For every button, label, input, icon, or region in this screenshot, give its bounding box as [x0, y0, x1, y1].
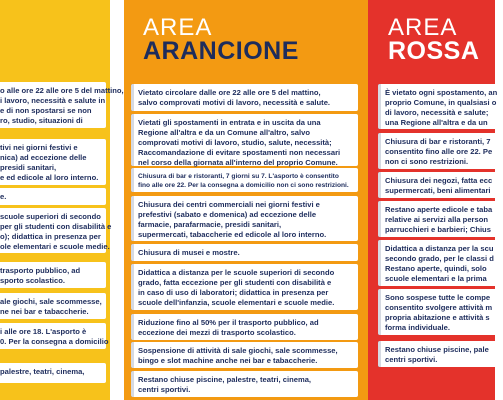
card-line: bingo e slot machine anche nei bar e tabaccherie.: [138, 356, 318, 365]
card-line: o); didattica in presenza per: [0, 232, 101, 241]
yellow-card-curfew: [0, 82, 124, 128]
card-line: ole elementari e scuole medie.: [0, 242, 110, 251]
card-line: relative ai servizi alla person: [385, 215, 488, 224]
card-line: Chiusura di bar e ristoranti, 7 giorni su 7. L'asporto è consentito: [138, 173, 339, 180]
card-line: o alle ore 22 alle ore 5 del mattino,: [0, 86, 124, 95]
red-card-closures: [378, 341, 503, 367]
card-line: i alle ore 18. L'asporto è: [0, 327, 87, 336]
card-line: i lavoro, necessità e salute in: [0, 96, 106, 105]
orange-card-gaming: [131, 342, 358, 368]
yellow-card-museums: [0, 188, 106, 205]
orange-card-bars: [131, 168, 358, 192]
card-line: Didattica a distanza per le scuole superiori di secondo: [138, 268, 335, 277]
card-line: Regione all'altra e da un Comune all'altro, salvo: [138, 128, 310, 137]
card-line: e ed edicole al loro interno.: [0, 173, 99, 182]
card-line: e di non spostarsi se non: [0, 106, 92, 115]
card-line: Chiusura dei centri commerciali nei giorni festivi e: [138, 200, 320, 209]
orange-title-name: ARANCIONE: [143, 37, 299, 65]
card-line: secondo grado, per le classi d: [385, 254, 494, 263]
card-line: una Regione all'altra e da un: [385, 118, 488, 127]
card-line: e.: [0, 192, 7, 201]
card-line: Sono sospese tutte le compe: [385, 293, 491, 302]
red-card-open-services: [378, 201, 503, 237]
card-line: ale giochi, sale scommesse,: [0, 297, 102, 306]
card-line: grado, fatta eccezione per gli studenti con disabilità e: [138, 278, 332, 287]
card-line: farmacie, parafarmacie, presidi sanitari,: [138, 220, 282, 229]
card-line: fino alle ore 22. Per la consegna a domicilio non ci sono restrizioni.: [138, 182, 349, 189]
card-line: Sospensione di attività di sale giochi, sale scommesse,: [138, 346, 338, 355]
card-line: consentito svolgere attività m: [385, 303, 493, 312]
card-line: sporto scolastico.: [0, 276, 65, 285]
card-line: Restano aperte, quindi, solo: [385, 264, 487, 273]
red-card-shops: [378, 172, 503, 198]
card-line: supermercati, tabaccherie ed edicole al loro interno.: [138, 230, 327, 239]
yellow-card-schools: [0, 208, 112, 253]
card-line: tivi nei giorni festivi e: [0, 143, 78, 152]
card-line: prefestivi (sabato e domenica) ad eccezione delle: [138, 210, 317, 219]
orange-card-transport: [131, 314, 358, 340]
red-card-bars: [378, 133, 503, 169]
card-line: ne nei bar e tabaccherie.: [0, 307, 89, 316]
card-line: comprovati motivi di lavoro, studio, salute, necessità;: [138, 138, 332, 147]
red-card-movement: [378, 84, 503, 129]
card-line: nel corso della giornata all'interno del proprio Comune.: [138, 158, 338, 167]
card-line: Restano aperte edicole e taba: [385, 205, 493, 214]
yellow-card-bars: [0, 323, 109, 349]
card-line: trasporto pubblico, ad: [0, 266, 81, 275]
card-line: Didattica a distanza per la scu: [385, 244, 494, 253]
card-line: forma individuale.: [385, 323, 450, 332]
card-line: ro, studio, situazioni di: [0, 116, 83, 125]
card-line: propria abitazione e attività s: [385, 313, 490, 322]
orange-card-malls: [131, 196, 358, 241]
orange-card-curfew: [131, 84, 358, 111]
yellow-card-transport: [0, 262, 106, 288]
card-line: eccezione dei mezzi di trasporto scolastico.: [138, 328, 296, 337]
orange-card-museums: [131, 244, 358, 261]
red-card-sports: [378, 289, 503, 335]
card-line: centri sportivi.: [138, 385, 191, 394]
card-line: È vietato ogni spostamento, an: [385, 88, 498, 97]
card-line: Restano chiuse piscine, pale: [385, 345, 489, 354]
card-line: Vietati gli spostamenti in entrata e in uscita da una: [138, 118, 321, 127]
orange-card-schools: [131, 264, 358, 310]
card-line: Chiusura dei negozi, fatta ecc: [385, 176, 493, 185]
card-line: scuole superiori di secondo: [0, 212, 101, 221]
card-line: palestre, teatri, cinema,: [0, 367, 85, 376]
red-title-area: AREA: [388, 14, 458, 41]
card-line: centri sportivi.: [385, 355, 438, 364]
card-line: Chiusura di bar e ristoranti, 7: [385, 137, 491, 146]
red-card-schools: [378, 240, 503, 286]
orange-title-area: AREA: [143, 14, 213, 41]
red-title-name: ROSSA: [388, 37, 480, 65]
yellow-card-malls: [0, 139, 106, 185]
card-line: 0. Per la consegna a domicilio: [0, 337, 109, 346]
orange-card-travel: [131, 114, 358, 166]
yellow-card-closures: [0, 363, 106, 383]
card-line: salvo comprovati motivi di lavoro, necessità e salute.: [138, 98, 331, 107]
card-line: supermercati, beni alimentari: [385, 186, 491, 195]
card-line: proprio Comune, in qualsiasi o: [385, 98, 497, 107]
card-line: scuole dell'infanzia, scuole elementari e scuole medie.: [138, 298, 335, 307]
card-line: Vietato circolare dalle ore 22 alle ore 5 del mattino,: [138, 88, 321, 97]
card-line: parrucchieri e barbieri; Chius: [385, 225, 491, 234]
card-line: Restano chiuse piscine, palestre, teatri, cinema,: [138, 375, 312, 384]
card-line: consentito fino alle ore 22. Pe: [385, 147, 493, 156]
card-line: Riduzione fino al 50% per il trasporto pubblico, ad: [138, 318, 319, 327]
orange-card-closures: [131, 371, 358, 397]
yellow-card-gaming: [0, 293, 106, 319]
card-line: Raccomandazione di evitare spostamenti non necessari: [138, 148, 341, 157]
card-line: per gli studenti con disabilità e: [0, 222, 112, 231]
card-line: non ci sono restrizioni.: [385, 157, 469, 166]
card-line: Chiusura di musei e mostre.: [138, 248, 240, 257]
card-line: in caso di uso di laboratori; didattica in presenza per: [138, 288, 329, 297]
card-line: presidi sanitari,: [0, 163, 57, 172]
card-line: di lavoro, necessità e salute;: [385, 108, 489, 117]
card-line: scuole elementari e la prima: [385, 274, 487, 283]
card-line: nica) ad eccezione delle: [0, 153, 87, 162]
